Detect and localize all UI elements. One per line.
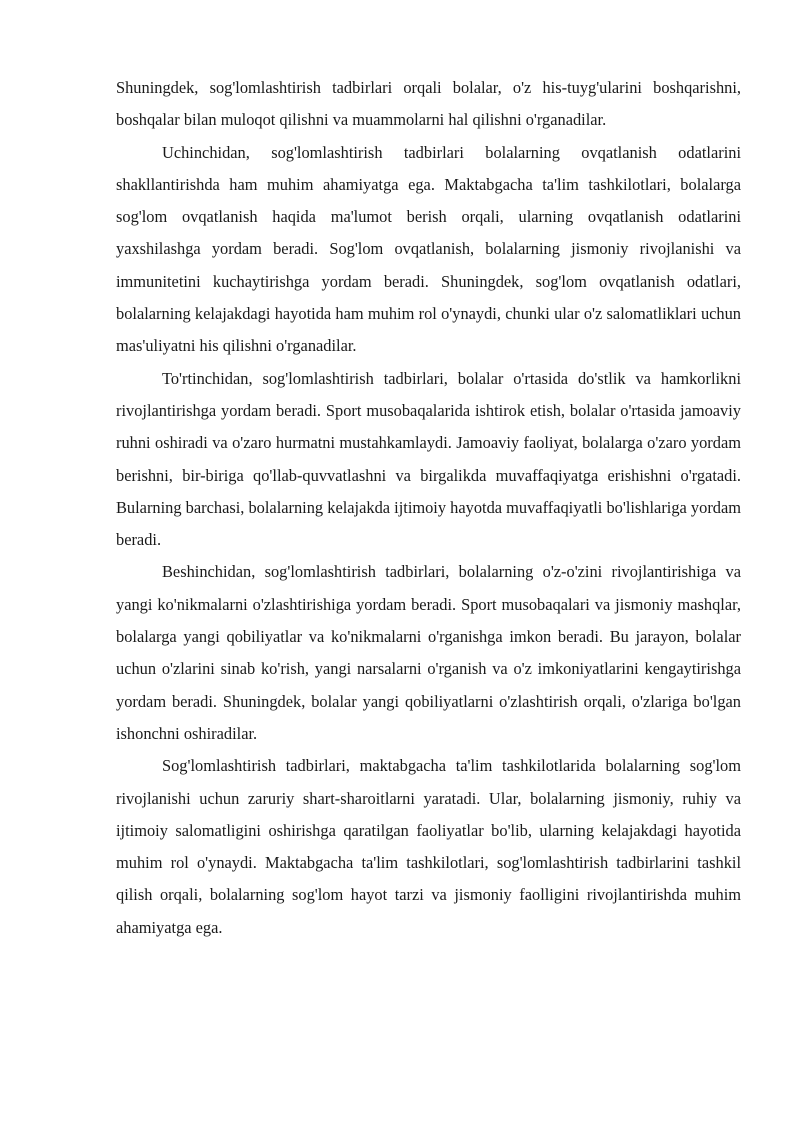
paragraph-conclusion: Sog'lomlashtirish tadbirlari, maktabgacha ta'lim tashkilotlarida bolalarning sog'lom rivojlanishi uchun zaruriy shart-sharoitlarni yaratadi. Ular, bolalarning jismoniy, ruhiy va ijtimoiy salomatligini oshirishga qaratilgan faoliyatlar bo'lib, ularning kelajakdagi hayotida muhim rol o'ynaydi. Maktabgacha ta'lim tashkilotlari, sog'lomlashtirish tadbirlarini tashkil qilish orqali, bolalarning sog'lom hayot tarzi va jismoniy faolligini rivojlantirishda muhim ahamiyatga ega. xyxy=(116,756,741,937)
paragraph-third-point: Uchinchidan, sog'lomlashtirish tadbirlari bolalarning ovqatlanish odatlarini shakllantirishda ham muhim ahamiyatga ega. Maktabgacha ta'lim tashkilotlari, bolalarga sog'lom ovqatlanish haqida ma'lumot berish orqali, ularning ovqatlanish odatlarini yaxshilashga yordam beradi. Sog'lom ovqatlanish, bolalarning jismoniy rivojlanishi va immunitetini kuchaytirishga yordam beradi. Shuningdek, sog'lom ovqatlanish odatlari, bolalarning kelajakdagi hayotida ham muhim rol o'ynaydi, chunki ular o'z salomatliklari uchun mas'uliyatni his qilishni o'rganadilar. xyxy=(116,142,741,356)
paragraph-fifth-point: Beshinchidan, sog'lomlashtirish tadbirlari, bolalarning o'z-o'zini rivojlantirishiga va yangi ko'nikmalarni o'zlashtirishiga yordam beradi. Sport musobaqalari va jismoniy mashqlar, bolalarga yangi qobiliyatlar va ko'nikmalarni o'rganishga imkon beradi. Bu jarayon, bolalar uchun o'zlarini sinab ko'rish, yangi narsalarni o'rganish va o'z imkoniyatlarini kengaytirishga yordam beradi. Shuningdek, bolalar yangi qobiliyatlarni o'zlashtirish orqali, o'zlariga bo'lgan ishonchni oshiradilar. xyxy=(116,562,741,743)
document-body xyxy=(116,72,741,944)
paragraph-continuation: Shuningdek, sog'lomlashtirish tadbirlari orqali bolalar, o'z his-tuyg'ularini boshqarishni, boshqalar bilan muloqot qilishni va muammolarni hal qilishni o'rganadilar. xyxy=(116,78,741,130)
paragraph-fourth-point: To'rtinchidan, sog'lomlashtirish tadbirlari, bolalar o'rtasida do'stlik va hamkorlikni rivojlantirishga yordam beradi. Sport musobaqalarida ishtirok etish, bolalar o'rtasida jamoaviy ruhni oshiradi va o'zaro hurmatni mustahkamlaydi. Jamoaviy faoliyat, bolalarga o'zaro yordam berishni, bir-biriga qo'llab-quvvatlashni va birgalikda muvaffaqiyatga erishishni o'rgatadi. Bularning barchasi, bolalarning kelajakda ijtimoiy hayotda muvaffaqiyatli bo'lishlariga yordam beradi. xyxy=(116,368,741,550)
